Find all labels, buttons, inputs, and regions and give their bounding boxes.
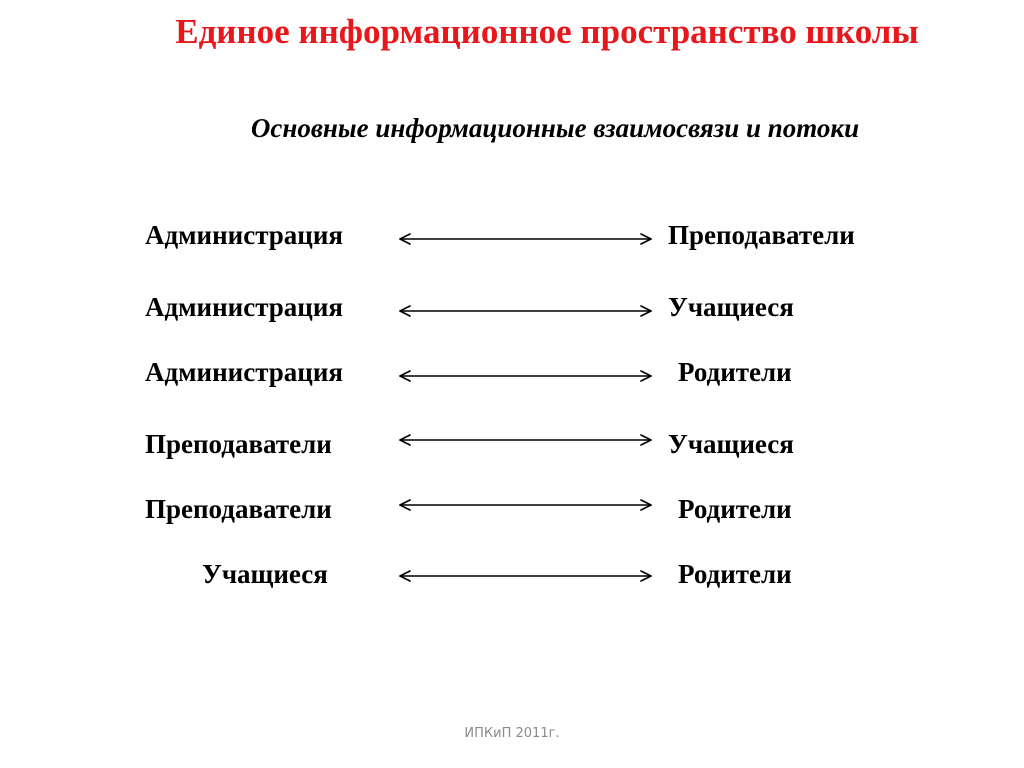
relation-4-right: Учащиеся — [668, 429, 794, 459]
bidirectional-arrow-4 — [400, 435, 651, 445]
relation-1-right: Преподаватели — [668, 220, 855, 250]
bidirectional-arrow-1 — [400, 234, 651, 244]
relation-1-left: Администрация — [145, 220, 344, 250]
relation-3-right: Родители — [678, 357, 792, 387]
relation-2-right: Учащиеся — [668, 292, 794, 322]
bidirectional-arrow-3 — [400, 371, 651, 381]
relation-2-left: Администрация — [145, 292, 344, 322]
relation-4-left: Преподаватели — [145, 429, 332, 459]
relation-5-left: Преподаватели — [145, 494, 332, 524]
slide-subtitle: Основные информационные взаимосвязи и потоки — [250, 113, 860, 143]
relation-6-left: Учащиеся — [202, 559, 328, 589]
bidirectional-arrow-5 — [400, 500, 651, 510]
footer-text: ИПКиП 2011г. — [464, 726, 560, 741]
slide-title: Единое информационное пространство школы — [175, 12, 919, 51]
relation-3-left: Администрация — [145, 357, 344, 387]
relation-6-right: Родители — [678, 559, 792, 589]
relation-5-right: Родители — [678, 494, 792, 524]
bidirectional-arrow-6 — [400, 571, 651, 581]
bidirectional-arrow-2 — [400, 306, 651, 316]
